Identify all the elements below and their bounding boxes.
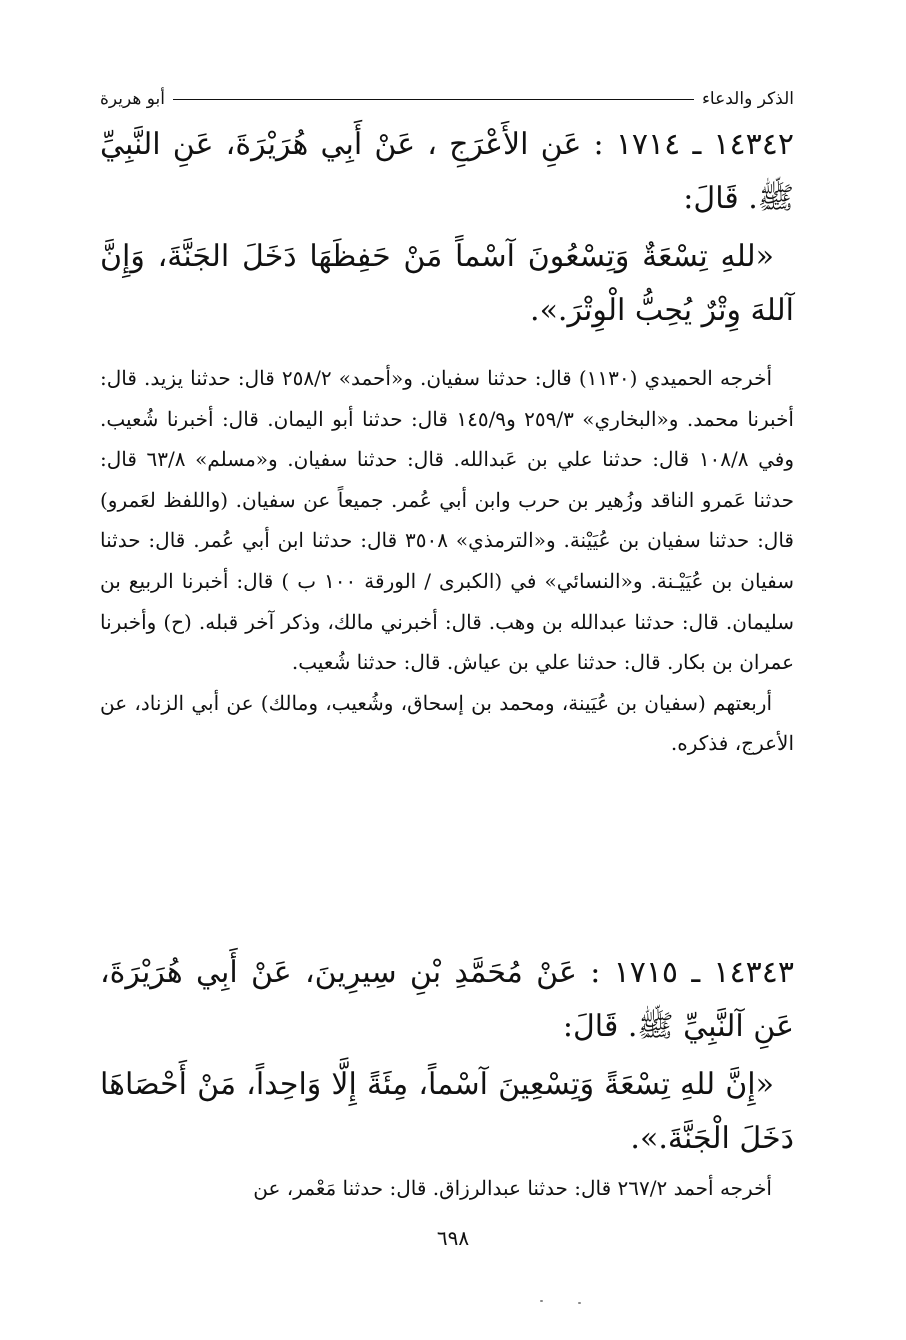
header-rule (173, 99, 694, 100)
takhrij-2 (100, 1168, 794, 1209)
scan-speck (578, 1302, 581, 1304)
page-number: ٦٩٨ (436, 1226, 470, 1250)
hadith-2-matn: «إِنَّ للهِ تِسْعَةً وَتِسْعِينَ آسْماً، مِئَةً إِلَّا وَاحِداً، مَنْ أَحْصَاهَا دَخَلَ الْجَنَّةَ.». (100, 1067, 794, 1156)
hadith-2 (100, 946, 794, 1166)
narrator-title: أبو هريرة (100, 89, 166, 109)
hadith-2-isnad: ١٤٣٤٣ ـ ١٧١٥ : عَنْ مُحَمَّدِ بْنِ سِيرِينَ، عَنْ أَبِي هُرَيْرَةَ، عَنِ آلنَّبِيِّ ﷺ. قَالَ: (100, 955, 794, 1044)
hadith-1-matn: «للهِ تِسْعَةٌ وَتِسْعُونَ آسْماً مَنْ حَفِظَهَا دَخَلَ الجَنَّةَ، وَإِنَّ آللهَ وِتْرٌ يُحِبُّ الْوِتْرَ.». (100, 239, 794, 328)
takhrij-1-paragraph-1: أخرجه الحميدي (١١٣٠) قال: حدثنا سفيان. و«أحمد» ٢٥٨/٢ قال: حدثنا يزيد. قال: أخبرنا محمد. و«البخاري» ٢٥٩/٣ و١٤٥/٩ قال: حدثنا أبو اليمان. قال: أخبرنا شُعيب. وفي ١٠٨/٨ قال: حدثنا علي بن عَبدالله. قال: حدثنا سفيان. و«مسلم» ٦٣/٨ قال: حدثنا عَمرو الناقد وزُهير بن حرب وابن أبي عُمر. جميعاً عن سفيان. (واللفظ لعَمرو) قال: حدثنا سفيان بن عُيَيْنة. و«الترمذي» ٣٥٠٨ قال: حدثنا ابن أبي عُمر. قال: حدثنا سفيان بن عُيَيْـنة. و«النسائي» في (الكبرى / الورقة ١٠٠ ب ) قال: أخبرنا الربيع بن سليمان. قال: حدثنا عبدالله بن وهب. قال: أخبرني مالك، وذكر آخر قبله. (ح) وأخبرنا عمران بن بكار. قال: حدثنا علي بن عياش. قال: حدثنا شُعيب. (100, 366, 795, 675)
takhrij-2-paragraph-1: أخرجه أحمد ٢٦٧/٢ قال: حدثنا عبدالرزاق. قال: حدثنا مَعْمر، عن (253, 1176, 772, 1200)
chapter-title: الذكر والدعاء (701, 89, 794, 109)
hadith-1 (100, 118, 794, 338)
scan-speck (540, 1300, 543, 1302)
running-header (100, 86, 794, 112)
takhrij-1-paragraph-2: أربعتهم (سفيان بن عُيَينة، ومحمد بن إسحاق، وشُعيب، ومالك) عن أبي الزناد، عن الأعرج، فذكره. (100, 690, 794, 756)
takhrij-1 (100, 358, 794, 764)
hadith-1-isnad: ١٤٣٤٢ ـ ١٧١٤ : عَنِ الأَعْرَجِ ، عَنْ أَبِي هُرَيْرَةَ، عَنِ النَّبِيِّ ﷺ. قَالَ: (100, 127, 794, 216)
